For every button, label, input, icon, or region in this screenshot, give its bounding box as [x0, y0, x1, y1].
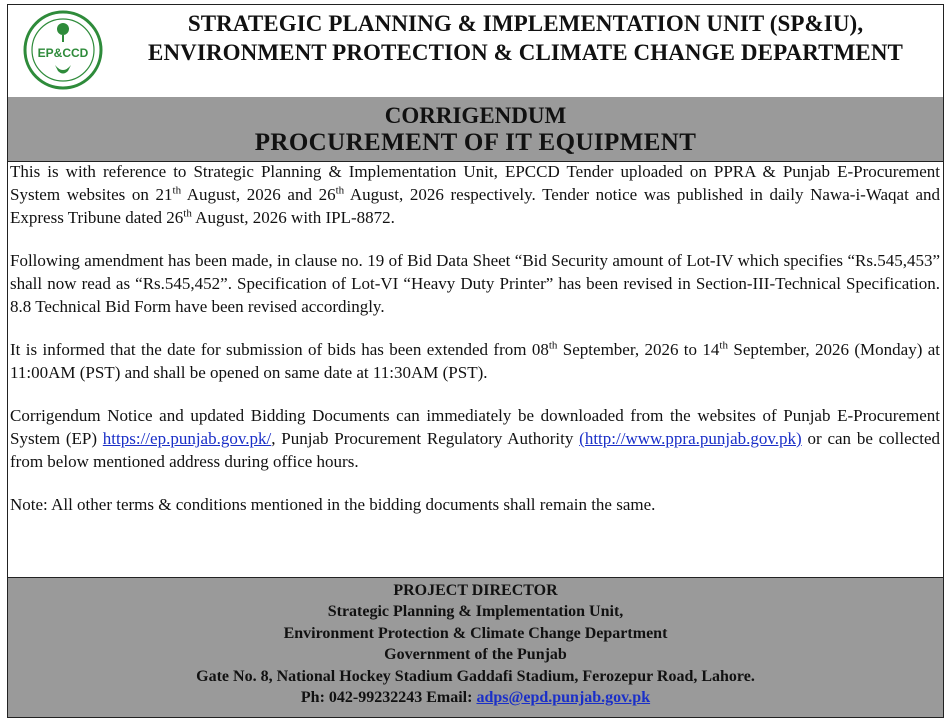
footer-contact: Ph: 042-99232243 Email: adps@epd.punjab.gov.pk [300, 689, 651, 707]
email-link[interactable]: adps@epd.punjab.gov.pk [476, 689, 651, 707]
footer-address: Gate No. 8, National Hockey Stadium Gaddafi Stadium, Ferozepur Road, Lahore. [196, 667, 755, 685]
notice-body [10, 160, 940, 536]
paragraph-amendment: Following amendment has been made, in clause no. 19 of Bid Data Sheet “Bid Security amount of Lot-IV which specifies “Rs.545,453” shall now read as “Rs.545,452”. Specification of Lot-VI “Heavy Duty Printer” has been revised in Section-III-Technical Specification. 8.8 Technical Bid Form have been revised accordingly. [10, 251, 940, 316]
title-band [8, 97, 943, 162]
svg-text:EP&CCD: EP&CCD [37, 46, 89, 60]
paragraph-note: Note: All other terms & conditions mentioned in the bidding documents shall remain the same. [10, 495, 656, 514]
header [8, 5, 943, 98]
paragraph-reference: This is with reference to Strategic Planning & Implementation Unit, EPCCD Tender uploaded on PPRA & Punjab E-Procurement System websites on 21th August, 2026 and 26th August, 2026 respectively. Tender notice was published in daily Nawa-i-Waqat and Express Tribune dated 26th August, 2026 with IPL-8872. [10, 162, 941, 227]
department-heading [108, 9, 943, 67]
footer-department: Environment Protection & Climate Change Department [283, 624, 668, 642]
footer-unit: Strategic Planning & Implementation Unit, [327, 603, 624, 621]
footer-role: PROJECT DIRECTOR [393, 582, 558, 599]
ep-punjab-link[interactable]: https://ep.punjab.gov.pk/ [102, 429, 272, 448]
title-corrigendum: CORRIGENDUM [384, 103, 567, 128]
heading-line-1: STRATEGIC PLANNING & IMPLEMENTATION UNIT (SP&IU), [187, 11, 864, 36]
title-procurement: PROCUREMENT OF IT EQUIPMENT [254, 129, 697, 156]
ppra-link[interactable]: (http://www.ppra.punjab.gov.pk) [579, 429, 802, 448]
paragraph-extension: It is informed that the date for submission of bids has been extended from 08th September, 2026 to 14th September, 2026 (Monday) at 11:00AM (PST) and shall be opened on same date at 11:30AM (PST). [10, 339, 941, 382]
paragraph-download: Corrigendum Notice and updated Bidding Documents can immediately be downloaded from the websites of Punjab E-Procurement System (EP) https://ep.punjab.gov.pk/, Punjab Procurement Regulatory Authority (http://www.ppra.punjab.gov.pk) or can be collected from below mentioned address during office hours. [10, 406, 940, 471]
footer-government: Government of the Punjab [384, 646, 567, 664]
heading-line-2: ENVIRONMENT PROTECTION & CLIMATE CHANGE DEPARTMENT [148, 40, 903, 65]
epccd-logo [22, 9, 104, 91]
